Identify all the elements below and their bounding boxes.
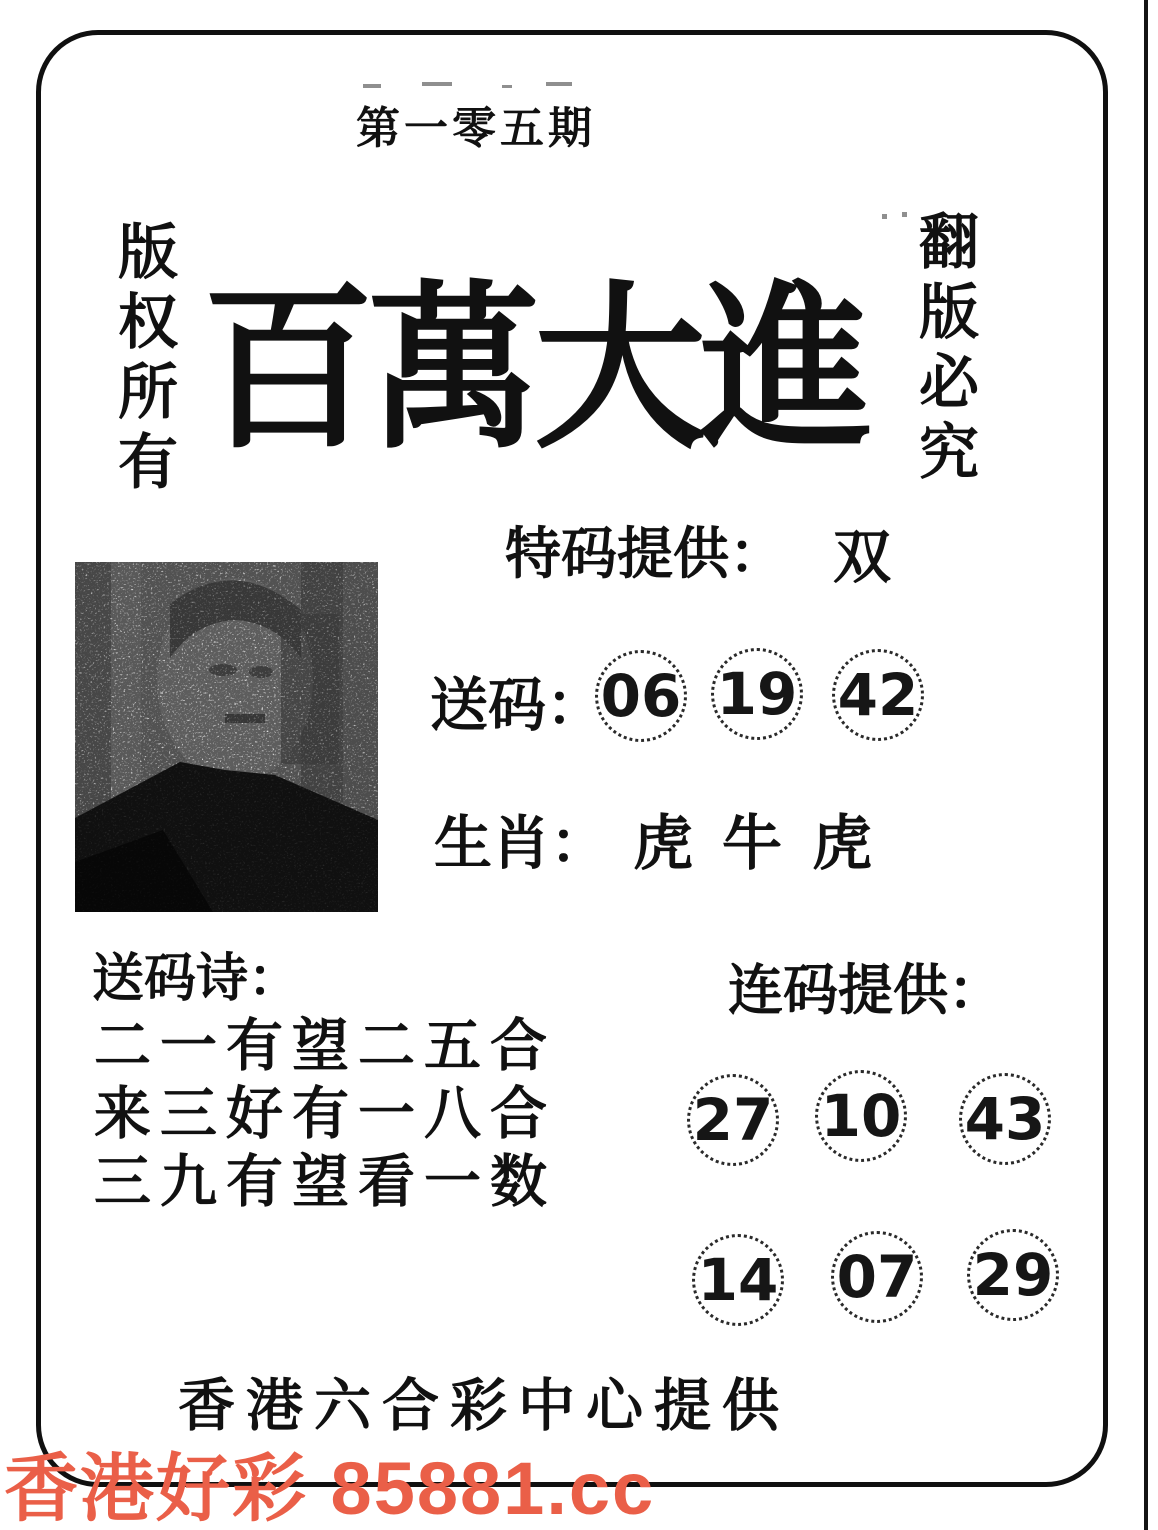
linked-code-value: 27 [692, 1086, 774, 1154]
linked-codes-label: 连码提供： [728, 960, 1004, 1021]
scan-noise [422, 82, 452, 86]
linked-code-circle [831, 1231, 923, 1323]
poem-line: 二一有望二五合 [94, 1015, 556, 1078]
zodiac-label: 生肖： [434, 811, 609, 876]
anti-piracy-vertical-text: 翻版必究 [911, 210, 977, 490]
site-watermark: 香港好彩 85881.cc [4, 1447, 656, 1530]
gift-codes-label: 送码： [430, 673, 605, 738]
poem-label: 送码诗： [92, 951, 301, 1008]
provider-footer: 香港六合彩中心提供 [178, 1375, 790, 1438]
zodiac-value: 虎 [633, 811, 693, 877]
linked-code-value: 14 [697, 1246, 779, 1314]
zodiac-value: 牛 [722, 811, 782, 877]
zodiac-value: 虎 [812, 811, 872, 877]
linked-code-circle [815, 1070, 907, 1162]
page-title: 百萬大進 [202, 262, 866, 474]
special-code-label: 特码提供： [505, 524, 785, 586]
gift-code-value: 06 [600, 662, 682, 730]
copyright-vertical-text: 版权所有 [110, 220, 176, 500]
scan-noise [502, 85, 512, 88]
gift-code-value: 42 [837, 661, 919, 729]
gift-code-value: 19 [716, 660, 798, 728]
linked-code-circle [692, 1234, 784, 1326]
poem-line: 来三好有一八合 [94, 1083, 556, 1146]
poem-line: 三九有望看一数 [94, 1151, 556, 1214]
scan-noise [363, 84, 381, 88]
issue-number: 第一零五期 [356, 104, 596, 153]
linked-code-value: 10 [820, 1082, 902, 1150]
gift-code-circle [832, 649, 924, 741]
portrait-photo [75, 562, 378, 912]
gift-code-circle [711, 648, 803, 740]
linked-code-value: 43 [964, 1085, 1046, 1153]
scan-noise [882, 214, 887, 219]
scan-noise [546, 82, 572, 86]
gift-code-circle [595, 650, 687, 742]
scan-edge-line [1144, 0, 1148, 1530]
linked-code-circle [967, 1229, 1059, 1321]
linked-code-value: 29 [972, 1241, 1054, 1309]
linked-code-circle [687, 1074, 779, 1166]
special-code-value: 双 [833, 525, 892, 590]
linked-code-circle [959, 1073, 1051, 1165]
linked-code-value: 07 [836, 1243, 918, 1311]
